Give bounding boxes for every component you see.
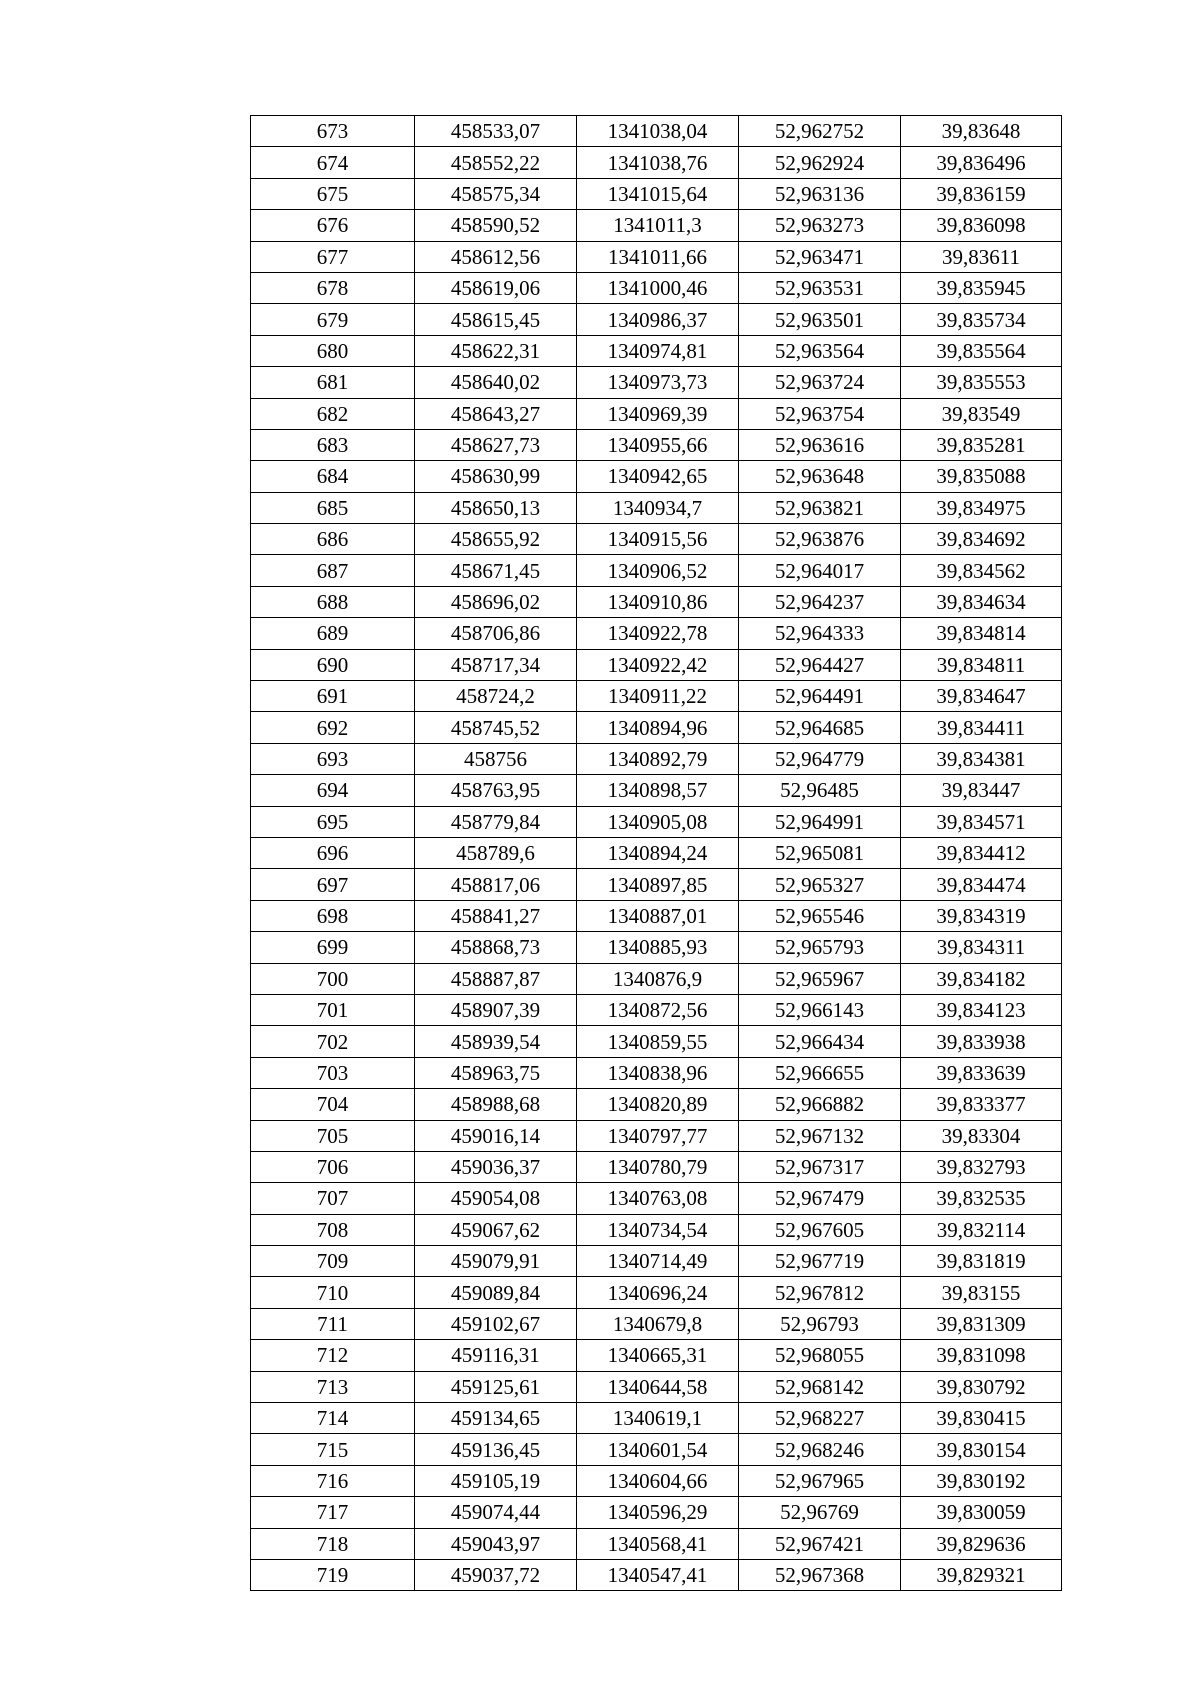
table-row — [251, 618, 1062, 649]
latitude-cell: 52,966882 — [739, 1089, 901, 1120]
point-number-cell: 687 — [251, 555, 415, 586]
point-number-cell: 691 — [251, 681, 415, 712]
longitude-cell: 39,833938 — [901, 1026, 1062, 1057]
point-number-cell: 683 — [251, 429, 415, 460]
latitude-cell: 52,963501 — [739, 304, 901, 335]
point-number-cell: 713 — [251, 1371, 415, 1402]
y-coordinate-cell: 1340601,54 — [577, 1434, 739, 1465]
y-coordinate-cell: 1340894,96 — [577, 712, 739, 743]
latitude-cell: 52,96485 — [739, 775, 901, 806]
table-row — [251, 1026, 1062, 1057]
latitude-cell: 52,967965 — [739, 1465, 901, 1496]
point-number-cell: 674 — [251, 147, 415, 178]
latitude-cell: 52,962924 — [739, 147, 901, 178]
y-coordinate-cell: 1341015,64 — [577, 178, 739, 209]
table-row — [251, 524, 1062, 555]
x-coordinate-cell: 458939,54 — [415, 1026, 577, 1057]
coordinates-table-body — [251, 116, 1062, 1591]
latitude-cell: 52,967421 — [739, 1528, 901, 1559]
table-row — [251, 1277, 1062, 1308]
y-coordinate-cell: 1340894,24 — [577, 837, 739, 868]
table-row — [251, 555, 1062, 586]
table-row — [251, 1528, 1062, 1559]
y-coordinate-cell: 1340897,85 — [577, 869, 739, 900]
latitude-cell: 52,967132 — [739, 1120, 901, 1151]
x-coordinate-cell: 458706,86 — [415, 618, 577, 649]
x-coordinate-cell: 458622,31 — [415, 335, 577, 366]
longitude-cell: 39,835088 — [901, 461, 1062, 492]
table-row — [251, 994, 1062, 1025]
point-number-cell: 711 — [251, 1308, 415, 1339]
table-row — [251, 398, 1062, 429]
latitude-cell: 52,967317 — [739, 1151, 901, 1182]
table-row — [251, 1214, 1062, 1245]
point-number-cell: 706 — [251, 1151, 415, 1182]
longitude-cell: 39,834412 — [901, 837, 1062, 868]
table-row — [251, 1151, 1062, 1182]
y-coordinate-cell: 1340619,1 — [577, 1403, 739, 1434]
y-coordinate-cell: 1340665,31 — [577, 1340, 739, 1371]
latitude-cell: 52,964333 — [739, 618, 901, 649]
longitude-cell: 39,831309 — [901, 1308, 1062, 1339]
latitude-cell: 52,96769 — [739, 1497, 901, 1528]
y-coordinate-cell: 1340780,79 — [577, 1151, 739, 1182]
point-number-cell: 685 — [251, 492, 415, 523]
y-coordinate-cell: 1340797,77 — [577, 1120, 739, 1151]
latitude-cell: 52,963648 — [739, 461, 901, 492]
point-number-cell: 680 — [251, 335, 415, 366]
y-coordinate-cell: 1340892,79 — [577, 743, 739, 774]
latitude-cell: 52,967719 — [739, 1246, 901, 1277]
longitude-cell: 39,834692 — [901, 524, 1062, 555]
point-number-cell: 703 — [251, 1057, 415, 1088]
point-number-cell: 675 — [251, 178, 415, 209]
x-coordinate-cell: 458533,07 — [415, 116, 577, 147]
table-row — [251, 1089, 1062, 1120]
table-row — [251, 116, 1062, 147]
table-row — [251, 461, 1062, 492]
point-number-cell: 702 — [251, 1026, 415, 1057]
y-coordinate-cell: 1340838,96 — [577, 1057, 739, 1088]
y-coordinate-cell: 1340942,65 — [577, 461, 739, 492]
latitude-cell: 52,963273 — [739, 210, 901, 241]
y-coordinate-cell: 1340734,54 — [577, 1214, 739, 1245]
table-row — [251, 837, 1062, 868]
table-row — [251, 1246, 1062, 1277]
table-row — [251, 775, 1062, 806]
x-coordinate-cell: 458779,84 — [415, 806, 577, 837]
latitude-cell: 52,964237 — [739, 586, 901, 617]
x-coordinate-cell: 458724,2 — [415, 681, 577, 712]
latitude-cell: 52,964427 — [739, 649, 901, 680]
x-coordinate-cell: 458756 — [415, 743, 577, 774]
point-number-cell: 707 — [251, 1183, 415, 1214]
point-number-cell: 681 — [251, 367, 415, 398]
y-coordinate-cell: 1340915,56 — [577, 524, 739, 555]
y-coordinate-cell: 1340596,29 — [577, 1497, 739, 1528]
x-coordinate-cell: 459043,97 — [415, 1528, 577, 1559]
point-number-cell: 695 — [251, 806, 415, 837]
y-coordinate-cell: 1340898,57 — [577, 775, 739, 806]
point-number-cell: 688 — [251, 586, 415, 617]
x-coordinate-cell: 458671,45 — [415, 555, 577, 586]
latitude-cell: 52,967605 — [739, 1214, 901, 1245]
latitude-cell: 52,965793 — [739, 932, 901, 963]
x-coordinate-cell: 458552,22 — [415, 147, 577, 178]
longitude-cell: 39,834411 — [901, 712, 1062, 743]
point-number-cell: 679 — [251, 304, 415, 335]
point-number-cell: 694 — [251, 775, 415, 806]
x-coordinate-cell: 458963,75 — [415, 1057, 577, 1088]
longitude-cell: 39,83447 — [901, 775, 1062, 806]
x-coordinate-cell: 459125,61 — [415, 1371, 577, 1402]
longitude-cell: 39,829321 — [901, 1559, 1062, 1590]
latitude-cell: 52,963876 — [739, 524, 901, 555]
point-number-cell: 704 — [251, 1089, 415, 1120]
longitude-cell: 39,834381 — [901, 743, 1062, 774]
table-row — [251, 367, 1062, 398]
table-row — [251, 429, 1062, 460]
point-number-cell: 698 — [251, 900, 415, 931]
longitude-cell: 39,832793 — [901, 1151, 1062, 1182]
point-number-cell: 686 — [251, 524, 415, 555]
latitude-cell: 52,966655 — [739, 1057, 901, 1088]
latitude-cell: 52,964685 — [739, 712, 901, 743]
table-row — [251, 932, 1062, 963]
y-coordinate-cell: 1340820,89 — [577, 1089, 739, 1120]
point-number-cell: 716 — [251, 1465, 415, 1496]
y-coordinate-cell: 1340911,22 — [577, 681, 739, 712]
x-coordinate-cell: 459074,44 — [415, 1497, 577, 1528]
longitude-cell: 39,830792 — [901, 1371, 1062, 1402]
table-row — [251, 1340, 1062, 1371]
table-row — [251, 712, 1062, 743]
latitude-cell: 52,963471 — [739, 241, 901, 272]
x-coordinate-cell: 459079,91 — [415, 1246, 577, 1277]
y-coordinate-cell: 1340922,42 — [577, 649, 739, 680]
latitude-cell: 52,965967 — [739, 963, 901, 994]
point-number-cell: 676 — [251, 210, 415, 241]
longitude-cell: 39,83549 — [901, 398, 1062, 429]
y-coordinate-cell: 1340763,08 — [577, 1183, 739, 1214]
longitude-cell: 39,834123 — [901, 994, 1062, 1025]
table-row — [251, 963, 1062, 994]
table-row — [251, 1403, 1062, 1434]
x-coordinate-cell: 458696,02 — [415, 586, 577, 617]
table-row — [251, 1497, 1062, 1528]
longitude-cell: 39,831098 — [901, 1340, 1062, 1371]
y-coordinate-cell: 1340696,24 — [577, 1277, 739, 1308]
table-row — [251, 492, 1062, 523]
table-row — [251, 1120, 1062, 1151]
x-coordinate-cell: 458763,95 — [415, 775, 577, 806]
x-coordinate-cell: 458988,68 — [415, 1089, 577, 1120]
y-coordinate-cell: 1340934,7 — [577, 492, 739, 523]
y-coordinate-cell: 1340910,86 — [577, 586, 739, 617]
x-coordinate-cell: 459089,84 — [415, 1277, 577, 1308]
point-number-cell: 699 — [251, 932, 415, 963]
longitude-cell: 39,834814 — [901, 618, 1062, 649]
table-row — [251, 586, 1062, 617]
x-coordinate-cell: 458590,52 — [415, 210, 577, 241]
point-number-cell: 705 — [251, 1120, 415, 1151]
latitude-cell: 52,965081 — [739, 837, 901, 868]
table-row — [251, 1434, 1062, 1465]
point-number-cell: 692 — [251, 712, 415, 743]
longitude-cell: 39,83304 — [901, 1120, 1062, 1151]
latitude-cell: 52,964779 — [739, 743, 901, 774]
latitude-cell: 52,965546 — [739, 900, 901, 931]
y-coordinate-cell: 1340604,66 — [577, 1465, 739, 1496]
latitude-cell: 52,968142 — [739, 1371, 901, 1402]
point-number-cell: 690 — [251, 649, 415, 680]
x-coordinate-cell: 458868,73 — [415, 932, 577, 963]
coordinates-table — [250, 115, 1062, 1591]
longitude-cell: 39,834811 — [901, 649, 1062, 680]
y-coordinate-cell: 1340679,8 — [577, 1308, 739, 1339]
y-coordinate-cell: 1340887,01 — [577, 900, 739, 931]
x-coordinate-cell: 458630,99 — [415, 461, 577, 492]
latitude-cell: 52,963136 — [739, 178, 901, 209]
y-coordinate-cell: 1340905,08 — [577, 806, 739, 837]
table-row — [251, 1183, 1062, 1214]
latitude-cell: 52,962752 — [739, 116, 901, 147]
point-number-cell: 714 — [251, 1403, 415, 1434]
latitude-cell: 52,964491 — [739, 681, 901, 712]
longitude-cell: 39,834571 — [901, 806, 1062, 837]
table-row — [251, 1057, 1062, 1088]
table-row — [251, 241, 1062, 272]
latitude-cell: 52,968055 — [739, 1340, 901, 1371]
y-coordinate-cell: 1341038,04 — [577, 116, 739, 147]
table-row — [251, 272, 1062, 303]
y-coordinate-cell: 1341038,76 — [577, 147, 739, 178]
point-number-cell: 693 — [251, 743, 415, 774]
longitude-cell: 39,836496 — [901, 147, 1062, 178]
x-coordinate-cell: 458619,06 — [415, 272, 577, 303]
x-coordinate-cell: 458615,45 — [415, 304, 577, 335]
latitude-cell: 52,968246 — [739, 1434, 901, 1465]
x-coordinate-cell: 459136,45 — [415, 1434, 577, 1465]
longitude-cell: 39,833377 — [901, 1089, 1062, 1120]
longitude-cell: 39,834975 — [901, 492, 1062, 523]
table-row — [251, 1559, 1062, 1590]
table-row — [251, 806, 1062, 837]
longitude-cell: 39,83611 — [901, 241, 1062, 272]
y-coordinate-cell: 1341011,66 — [577, 241, 739, 272]
longitude-cell: 39,834474 — [901, 869, 1062, 900]
latitude-cell: 52,964017 — [739, 555, 901, 586]
longitude-cell: 39,831819 — [901, 1246, 1062, 1277]
table-row — [251, 1465, 1062, 1496]
latitude-cell: 52,967812 — [739, 1277, 901, 1308]
point-number-cell: 700 — [251, 963, 415, 994]
x-coordinate-cell: 458887,87 — [415, 963, 577, 994]
y-coordinate-cell: 1340974,81 — [577, 335, 739, 366]
point-number-cell: 712 — [251, 1340, 415, 1371]
x-coordinate-cell: 458745,52 — [415, 712, 577, 743]
longitude-cell: 39,832535 — [901, 1183, 1062, 1214]
table-row — [251, 1371, 1062, 1402]
table-row — [251, 869, 1062, 900]
latitude-cell: 52,963821 — [739, 492, 901, 523]
point-number-cell: 697 — [251, 869, 415, 900]
x-coordinate-cell: 458643,27 — [415, 398, 577, 429]
table-row — [251, 681, 1062, 712]
longitude-cell: 39,834182 — [901, 963, 1062, 994]
point-number-cell: 718 — [251, 1528, 415, 1559]
x-coordinate-cell: 458841,27 — [415, 900, 577, 931]
y-coordinate-cell: 1340906,52 — [577, 555, 739, 586]
latitude-cell: 52,963564 — [739, 335, 901, 366]
longitude-cell: 39,835734 — [901, 304, 1062, 335]
x-coordinate-cell: 458612,56 — [415, 241, 577, 272]
latitude-cell: 52,966143 — [739, 994, 901, 1025]
longitude-cell: 39,832114 — [901, 1214, 1062, 1245]
x-coordinate-cell: 458650,13 — [415, 492, 577, 523]
x-coordinate-cell: 459102,67 — [415, 1308, 577, 1339]
longitude-cell: 39,83648 — [901, 116, 1062, 147]
longitude-cell: 39,834319 — [901, 900, 1062, 931]
y-coordinate-cell: 1340973,73 — [577, 367, 739, 398]
table-row — [251, 147, 1062, 178]
longitude-cell: 39,834634 — [901, 586, 1062, 617]
point-number-cell: 701 — [251, 994, 415, 1025]
table-row — [251, 743, 1062, 774]
x-coordinate-cell: 459036,37 — [415, 1151, 577, 1182]
x-coordinate-cell: 459134,65 — [415, 1403, 577, 1434]
table-row — [251, 1308, 1062, 1339]
y-coordinate-cell: 1340714,49 — [577, 1246, 739, 1277]
x-coordinate-cell: 459016,14 — [415, 1120, 577, 1151]
latitude-cell: 52,963616 — [739, 429, 901, 460]
longitude-cell: 39,83155 — [901, 1277, 1062, 1308]
y-coordinate-cell: 1341011,3 — [577, 210, 739, 241]
x-coordinate-cell: 459067,62 — [415, 1214, 577, 1245]
longitude-cell: 39,836159 — [901, 178, 1062, 209]
x-coordinate-cell: 458789,6 — [415, 837, 577, 868]
y-coordinate-cell: 1340644,58 — [577, 1371, 739, 1402]
point-number-cell: 696 — [251, 837, 415, 868]
table-row — [251, 335, 1062, 366]
x-coordinate-cell: 458627,73 — [415, 429, 577, 460]
x-coordinate-cell: 459037,72 — [415, 1559, 577, 1590]
longitude-cell: 39,830154 — [901, 1434, 1062, 1465]
longitude-cell: 39,834311 — [901, 932, 1062, 963]
table-row — [251, 178, 1062, 209]
x-coordinate-cell: 458640,02 — [415, 367, 577, 398]
longitude-cell: 39,829636 — [901, 1528, 1062, 1559]
longitude-cell: 39,833639 — [901, 1057, 1062, 1088]
point-number-cell: 709 — [251, 1246, 415, 1277]
x-coordinate-cell: 458655,92 — [415, 524, 577, 555]
point-number-cell: 673 — [251, 116, 415, 147]
latitude-cell: 52,96793 — [739, 1308, 901, 1339]
x-coordinate-cell: 458717,34 — [415, 649, 577, 680]
y-coordinate-cell: 1340872,56 — [577, 994, 739, 1025]
y-coordinate-cell: 1340922,78 — [577, 618, 739, 649]
point-number-cell: 678 — [251, 272, 415, 303]
point-number-cell: 715 — [251, 1434, 415, 1465]
x-coordinate-cell: 459105,19 — [415, 1465, 577, 1496]
y-coordinate-cell: 1340876,9 — [577, 963, 739, 994]
point-number-cell: 710 — [251, 1277, 415, 1308]
latitude-cell: 52,963531 — [739, 272, 901, 303]
point-number-cell: 677 — [251, 241, 415, 272]
latitude-cell: 52,963724 — [739, 367, 901, 398]
longitude-cell: 39,836098 — [901, 210, 1062, 241]
y-coordinate-cell: 1340885,93 — [577, 932, 739, 963]
point-number-cell: 708 — [251, 1214, 415, 1245]
table-row — [251, 649, 1062, 680]
longitude-cell: 39,835553 — [901, 367, 1062, 398]
latitude-cell: 52,968227 — [739, 1403, 901, 1434]
x-coordinate-cell: 458817,06 — [415, 869, 577, 900]
y-coordinate-cell: 1341000,46 — [577, 272, 739, 303]
longitude-cell: 39,835564 — [901, 335, 1062, 366]
table-row — [251, 900, 1062, 931]
longitude-cell: 39,830059 — [901, 1497, 1062, 1528]
y-coordinate-cell: 1340986,37 — [577, 304, 739, 335]
x-coordinate-cell: 459116,31 — [415, 1340, 577, 1371]
latitude-cell: 52,963754 — [739, 398, 901, 429]
y-coordinate-cell: 1340955,66 — [577, 429, 739, 460]
longitude-cell: 39,835945 — [901, 272, 1062, 303]
point-number-cell: 684 — [251, 461, 415, 492]
point-number-cell: 682 — [251, 398, 415, 429]
point-number-cell: 717 — [251, 1497, 415, 1528]
point-number-cell: 719 — [251, 1559, 415, 1590]
latitude-cell: 52,967368 — [739, 1559, 901, 1590]
y-coordinate-cell: 1340969,39 — [577, 398, 739, 429]
latitude-cell: 52,965327 — [739, 869, 901, 900]
latitude-cell: 52,966434 — [739, 1026, 901, 1057]
x-coordinate-cell: 458575,34 — [415, 178, 577, 209]
longitude-cell: 39,835281 — [901, 429, 1062, 460]
y-coordinate-cell: 1340859,55 — [577, 1026, 739, 1057]
y-coordinate-cell: 1340547,41 — [577, 1559, 739, 1590]
latitude-cell: 52,964991 — [739, 806, 901, 837]
longitude-cell: 39,830192 — [901, 1465, 1062, 1496]
longitude-cell: 39,834562 — [901, 555, 1062, 586]
x-coordinate-cell: 458907,39 — [415, 994, 577, 1025]
table-row — [251, 210, 1062, 241]
x-coordinate-cell: 459054,08 — [415, 1183, 577, 1214]
y-coordinate-cell: 1340568,41 — [577, 1528, 739, 1559]
longitude-cell: 39,830415 — [901, 1403, 1062, 1434]
point-number-cell: 689 — [251, 618, 415, 649]
longitude-cell: 39,834647 — [901, 681, 1062, 712]
latitude-cell: 52,967479 — [739, 1183, 901, 1214]
table-row — [251, 304, 1062, 335]
